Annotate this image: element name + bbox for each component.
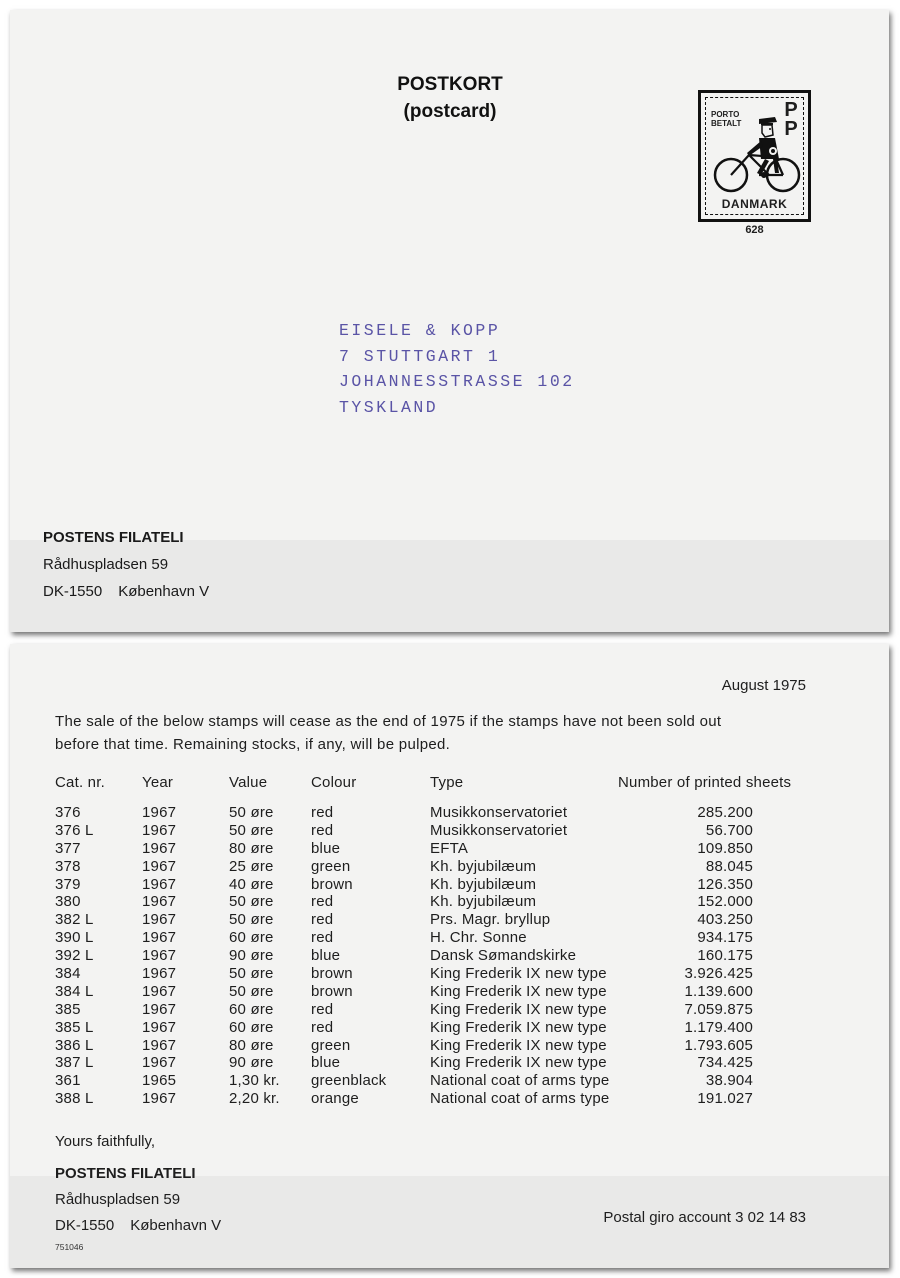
cell-colour: green (311, 857, 351, 875)
sender-block (55, 1161, 221, 1239)
cell-cat: 376 (55, 804, 81, 821)
cell-sheets: 934.175 (697, 929, 753, 947)
cell-sheets: 285.200 (697, 804, 753, 821)
cell-year: 1967 (142, 965, 177, 983)
postcard-title: POSTKORT (397, 74, 503, 95)
cell-type: Prs. Magr. bryllup (430, 911, 551, 929)
cell-year: 1967 (142, 1090, 177, 1108)
cell-type: King Frederik IX new type (430, 982, 607, 1000)
cell-colour: blue (311, 839, 341, 857)
cell-type: Kh. byjubilæum (430, 893, 537, 911)
cell-value: 40 øre (229, 875, 274, 893)
cell-type: King Frederik IX new type (430, 1000, 607, 1018)
cell-value: 50 øre (229, 804, 274, 821)
header-type: Type (430, 774, 464, 791)
cell-type: Musikkonservatoriet (430, 804, 568, 821)
postage-stamp (698, 90, 811, 222)
letter-date: August 1975 (721, 677, 806, 694)
cell-sheets: 88.045 (705, 857, 753, 875)
cell-value: 50 øre (229, 821, 274, 839)
stamp-country: DANMARK (721, 197, 788, 211)
cell-sheets: 38.904 (705, 1072, 753, 1090)
cell-cat: 378 (55, 857, 81, 875)
cell-sheets: 1.139.600 (684, 982, 753, 1000)
cell-value: 1,30 kr. (229, 1072, 280, 1090)
cell-year: 1967 (142, 875, 177, 893)
cell-year: 1967 (142, 1054, 177, 1072)
cell-cat: 384 (55, 965, 81, 983)
cell-year: 1967 (142, 911, 177, 929)
cell-colour: greenblack (311, 1072, 387, 1090)
cell-year: 1967 (142, 1000, 177, 1018)
cell-year: 1967 (142, 839, 177, 857)
cell-value: 80 øre (229, 839, 274, 857)
giro-account: Postal giro account 3 02 14 83 (603, 1209, 806, 1226)
cell-year: 1967 (142, 857, 177, 875)
cell-cat: 388 L (55, 1090, 94, 1108)
cell-value: 90 øre (229, 947, 274, 965)
cell-colour: red (311, 1000, 334, 1018)
address-line: TYSKLAND (339, 397, 439, 417)
cell-year: 1967 (142, 929, 177, 947)
cell-cat: 387 L (55, 1054, 94, 1072)
cell-colour: red (311, 804, 334, 821)
cell-type: King Frederik IX new type (430, 1018, 607, 1036)
cell-cat: 377 (55, 839, 81, 857)
stamp-porto-line: PORTO (711, 110, 740, 119)
cell-year: 1967 (142, 821, 177, 839)
sender-city: København V (130, 1217, 222, 1234)
cell-year: 1967 (142, 982, 177, 1000)
cell-type: King Frederik IX new type (430, 965, 607, 983)
cell-sheets: 3.926.425 (684, 965, 753, 983)
sender-city-row (55, 1213, 221, 1239)
cell-cat: 385 (55, 1000, 81, 1018)
cell-year: 1967 (142, 1036, 177, 1054)
sender-street: Rådhuspladsen 59 (55, 1191, 181, 1208)
cell-value: 50 øre (229, 965, 274, 983)
closing-line: Yours faithfully, (55, 1133, 156, 1150)
cell-colour: red (311, 911, 334, 929)
cell-colour: red (311, 821, 334, 839)
address-line: 7 STUTTGART 1 (339, 346, 501, 366)
cell-cat: 382 L (55, 911, 94, 929)
cell-sheets: 734.425 (697, 1054, 753, 1072)
sender-postcode: DK-1550 (43, 583, 103, 600)
postcard-back (10, 644, 889, 1268)
header-year: Year (142, 774, 174, 791)
cell-colour: red (311, 1018, 334, 1036)
cell-colour: brown (311, 875, 353, 893)
cell-sheets: 1.179.400 (684, 1018, 753, 1036)
cell-year: 1967 (142, 947, 177, 965)
cell-sheets: 152.000 (697, 893, 753, 911)
cell-colour: blue (311, 947, 341, 965)
cell-value: 60 øre (229, 1018, 274, 1036)
cell-value: 60 øre (229, 929, 274, 947)
cell-type: King Frederik IX new type (430, 1054, 607, 1072)
cell-sheets: 7.059.875 (684, 1000, 753, 1018)
cell-value: 90 øre (229, 1054, 274, 1072)
cell-cat: 385 L (55, 1018, 94, 1036)
cell-value: 25 øre (229, 857, 274, 875)
cell-value: 50 øre (229, 893, 274, 911)
cell-sheets: 160.175 (697, 947, 753, 965)
address-line: EISELE & KOPP (339, 321, 501, 340)
stamp-porto-text (711, 110, 741, 128)
cell-cat: 380 (55, 893, 81, 911)
stamp-number: 628 (745, 224, 764, 236)
cell-cat: 386 L (55, 1036, 94, 1054)
cell-colour: orange (311, 1090, 359, 1108)
cell-type: EFTA (430, 839, 469, 857)
cell-type: Kh. byjubilæum (430, 875, 537, 893)
cell-colour: brown (311, 982, 353, 1000)
cell-type: National coat of arms type (430, 1090, 610, 1108)
cell-sheets: 191.027 (697, 1090, 753, 1108)
sender-postcode: DK-1550 (55, 1217, 115, 1234)
sender-name: POSTENS FILATELI (43, 529, 184, 546)
cell-colour: red (311, 893, 334, 911)
address-line: JOHANNESSTRASSE 102 (339, 372, 575, 391)
cell-colour: green (311, 1036, 351, 1054)
cell-sheets: 56.700 (705, 821, 753, 839)
stamp-betalt-line: BETALT (711, 119, 742, 128)
print-code: 751046 (55, 1242, 84, 1252)
sender-city-row (43, 578, 209, 605)
header-cat: Cat. nr. (55, 774, 105, 791)
cell-cat: 361 (55, 1072, 81, 1090)
intro-line: The sale of the below stamps will cease as the end of 1975 if the stamps have not been sold out (55, 713, 722, 730)
header-colour: Colour (311, 774, 357, 791)
stamp-pp-mark (783, 101, 799, 139)
header-sheets: Number of printed sheets (618, 774, 792, 791)
cell-value: 50 øre (229, 911, 274, 929)
cell-value: 60 øre (229, 1000, 274, 1018)
cell-cat: 376 L (55, 821, 94, 839)
cell-value: 2,20 kr. (229, 1090, 280, 1108)
sender-street: Rådhuspladsen 59 (43, 556, 169, 573)
stamp-p-top: P (784, 99, 798, 121)
cell-type: King Frederik IX new type (430, 1036, 607, 1054)
cell-type: Musikkonservatoriet (430, 821, 568, 839)
cell-colour: blue (311, 1054, 341, 1072)
cell-sheets: 109.850 (697, 839, 753, 857)
cell-type: Kh. byjubilæum (430, 857, 537, 875)
postcard-front (10, 10, 889, 632)
cell-type: H. Chr. Sonne (430, 929, 527, 947)
cell-value: 80 øre (229, 1036, 274, 1054)
cell-cat: 384 L (55, 982, 94, 1000)
sender-block (43, 524, 209, 605)
cell-colour: red (311, 929, 334, 947)
cell-sheets: 403.250 (697, 911, 753, 929)
stamp-p-bottom: P (784, 118, 798, 140)
cell-cat: 390 L (55, 929, 94, 947)
cell-year: 1965 (142, 1072, 177, 1090)
cell-cat: 379 (55, 875, 81, 893)
cell-value: 50 øre (229, 982, 274, 1000)
cell-cat: 392 L (55, 947, 94, 965)
cell-sheets: 126.350 (697, 875, 753, 893)
cell-type: Dansk Sømandskirke (430, 947, 577, 965)
cell-type: National coat of arms type (430, 1072, 610, 1090)
cell-year: 1967 (142, 1018, 177, 1036)
intro-paragraph (55, 710, 855, 756)
sender-name: POSTENS FILATELI (55, 1165, 196, 1182)
intro-line: before that time. Remaining stocks, if any, will be pulped. (55, 736, 451, 753)
header-value: Value (229, 774, 268, 791)
cell-colour: brown (311, 965, 353, 983)
sender-city: København V (118, 583, 210, 600)
cell-year: 1967 (142, 804, 177, 821)
cell-year: 1967 (142, 893, 177, 911)
postcard-subtitle: (postcard) (403, 101, 497, 122)
recipient-address (339, 318, 575, 420)
cell-sheets: 1.793.605 (684, 1036, 753, 1054)
